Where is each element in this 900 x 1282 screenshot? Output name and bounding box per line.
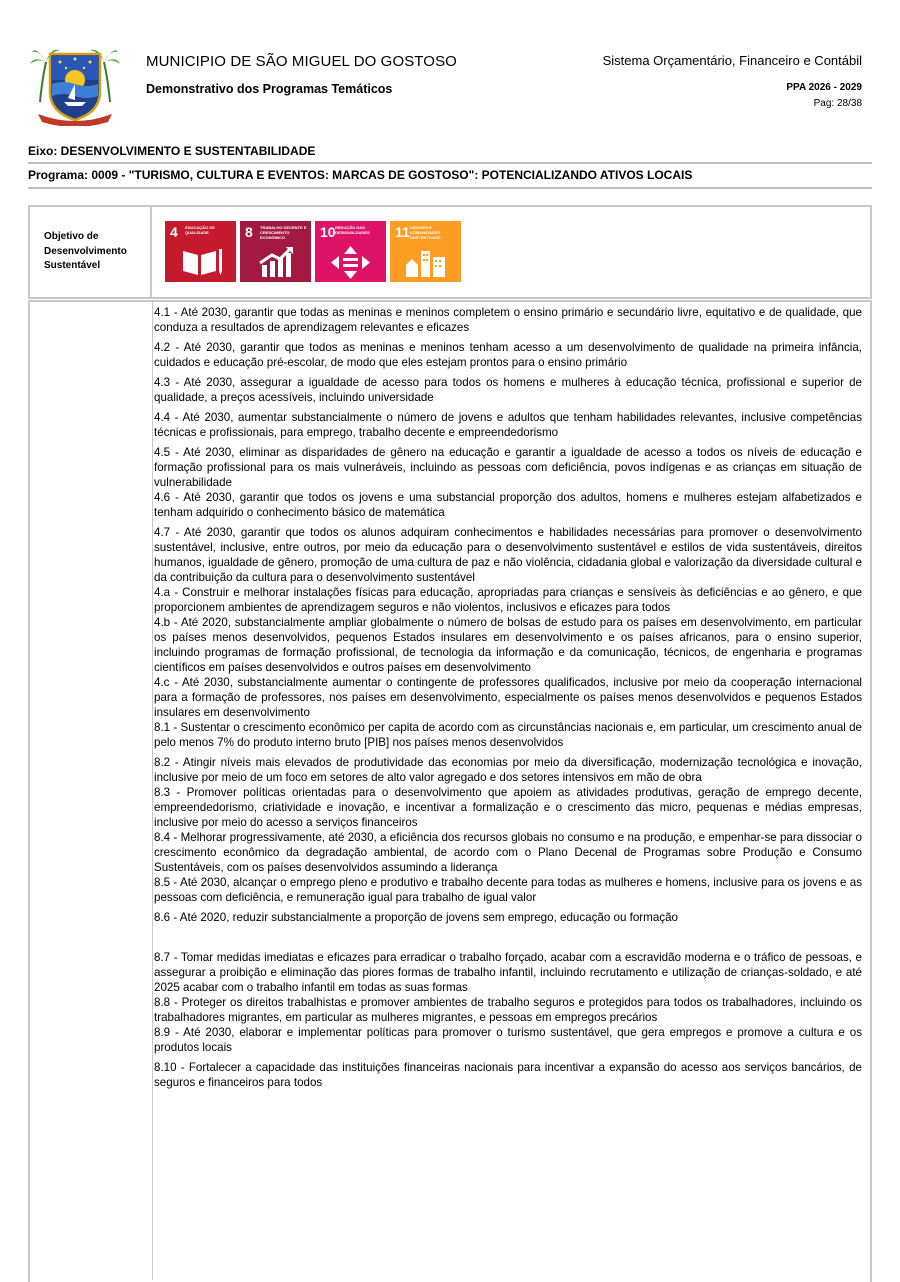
- target-8-8: 8.8 - Proteger os direitos trabalhistas e promover ambientes de trabalho seguros e protegidos para todos os trabalhadores, incluindo os trabalhadores migrantes, em particular as mulheres migrantes, e pessoas em empregos precários: [154, 996, 862, 1024]
- target-8-9: 8.9 - Até 2030, elaborar e implementar políticas para promover o turismo sustentável, que gera empregos e promove a cultura e os produtos locais: [154, 1026, 862, 1054]
- target-4-1: 4.1 - Até 2030, garantir que todas as meninas e meninos completem o ensino primário e secundário livre, equitativo e de qualidade, que conduza a resultados de aprendizagem relevantes e eficazes: [154, 306, 862, 334]
- target-4-6: 4.6 - Até 2030, garantir que todos os jovens e uma substancial proporção dos adultos, homens e mulheres estejam alfabetizados e tenham adquirido o conhecimento básico de matemática: [154, 491, 862, 519]
- sdg-11-icon: [390, 221, 461, 282]
- column-divider: [150, 205, 152, 299]
- municipality-name: MUNICIPIO DE SÃO MIGUEL DO GOSTOSO: [146, 53, 457, 70]
- divider: [28, 187, 872, 189]
- sdg-label: REDUÇÃO DAS DESIGUALDADES: [335, 225, 370, 235]
- target-8-6: 8.6 - Até 2020, reduzir substancialmente a proporção de jovens sem emprego, educação ou formação: [154, 911, 678, 924]
- target-8-2: 8.2 - Atingir níveis mais elevados de produtividade das economias por meio da diversificação, modernização tecnológica e inovação, inclusive por meio de um foco em setores de alto valor agregado e dos setores intensivos em mão de obra: [154, 756, 862, 784]
- sdg-label: TRABALHO DECENTE E CRESCIMENTO ECONÔMICO: [260, 225, 307, 240]
- report-title: Demonstrativo dos Programas Temáticos: [146, 82, 393, 96]
- target-8-4: 8.4 - Melhorar progressivamente, até 2030, a eficiência dos recursos globais no consumo e na produção, e empenhar-se para dissociar o crescimento econômico da degradação ambiental, de acordo com o Plano Decenal de Programas sobre Produção e Consumo Sustentáveis, com os países desenvolvidos assumindo a liderança: [154, 831, 862, 874]
- sdg-icon-row: [165, 221, 461, 282]
- target-4-7: 4.7 - Até 2030, garantir que todos os alunos adquiram conhecimentos e habilidades necessárias para promover o desenvolvimento sustentável, inclusive, entre outros, por meio da educação para o desenvolvimento sustentável e estilos de vida sustentáveis, direitos humanos, igualdade de gênero, promoção de uma cultura de paz e não violência, cidadania global e valorização da diversidade cultural e da contribuição da cultura para o desenvolvimento sustentável: [154, 526, 862, 584]
- target-4-c: 4.c - Até 2030, substancialmente aumentar o contingente de professores qualificados, inclusive por meio da cooperação internacional para a formação de professores, nos países em desenvolvimento, especialmente os países menos desenvolvidos e pequenos Estados insulares em desenvolvimento: [154, 676, 862, 719]
- target-4-2: 4.2 - Até 2030, garantir que todos as meninas e meninos tenham acesso a um desenvolvimento de qualidade na primeira infância, cuidados e educação pré-escolar, de modo que eles estejam prontos para o ensino primário: [154, 341, 862, 369]
- sdg-10-icon: [315, 221, 386, 282]
- sdg-targets-list: [154, 305, 862, 1090]
- ppa-period: PPA 2026 - 2029: [786, 82, 862, 93]
- divider: [28, 162, 872, 164]
- target-4-4: 4.4 - Até 2030, aumentar substancialmente o número de jovens e adultos que tenham habilidades relevantes, inclusive competências técnicas e profissionais, para emprego, trabalho decente e empreendedorismo: [154, 411, 862, 439]
- programa-heading: Programa: 0009 - "TURISMO, CULTURA E EVENTOS: MARCAS DE GOSTOSO": POTENCIALIZANDO ATIVOS LOCAIS: [28, 168, 693, 182]
- target-8-7: 8.7 - Tomar medidas imediatas e eficazes para erradicar o trabalho forçado, acabar com a escravidão moderna e o tráfico de pessoas, e assegurar a proibição e eliminação das piores formas de trabalho infantil, incluindo recrutamento e utilização de crianças-soldado, e até 2025 acabar com o trabalho infantil em todas as suas formas: [154, 951, 862, 994]
- sdg-label: CIDADES E COMUNIDADES SUSTENTÁVEIS: [410, 225, 441, 240]
- target-4-3: 4.3 - Até 2030, assegurar a igualdade de acesso para todos os homens e mulheres à educação técnica, profissional e superior de qualidade, a preços acessíveis, incluindo universidade: [154, 376, 862, 404]
- eixo-heading: Eixo: DESENVOLVIMENTO E SUSTENTABILIDADE: [28, 144, 316, 158]
- sdg-number: 4: [170, 224, 178, 240]
- sdg-number: 11: [395, 224, 410, 240]
- system-name: Sistema Orçamentário, Financeiro e Contábil: [602, 53, 862, 68]
- column-divider: [152, 300, 153, 1280]
- growth-chart-icon: [240, 243, 311, 282]
- target-8-3: 8.3 - Promover políticas orientadas para o desenvolvimento que apoiem as atividades produtivas, geração de emprego decente, empreendedorismo, criatividade e inovação, e incentivar a formalização e o crescimento das micro, pequenas e médias empresas, inclusive por meio do acesso a serviços financeiros: [154, 786, 862, 829]
- sdg-label: EDUCAÇÃO DE QUALIDADE: [185, 225, 215, 235]
- target-4-b: 4.b - Até 2020, substancialmente ampliar globalmente o número de bolsas de estudo para os países em desenvolvimento, em particular os países menos desenvolvidos, pequenos Estados insulares em desenvolvimento e os países africanos, para o ensino superior, incluindo programas de formação profissional, de tecnologia da informação e da comunicação, técnicos, de engenharia e programas científicos em países desenvolvidos e outros países em desenvolvimento: [154, 616, 862, 674]
- city-buildings-icon: [390, 243, 461, 282]
- sdg-number: 8: [245, 224, 253, 240]
- page-number: Pag: 28/38: [813, 98, 862, 109]
- sdg-8-icon: [240, 221, 311, 282]
- book-pencil-icon: [165, 243, 236, 282]
- sdg-4-icon: [165, 221, 236, 282]
- municipal-coat-of-arms-logo: [28, 40, 122, 126]
- target-4-a: 4.a - Construir e melhorar instalações físicas para educação, apropriadas para crianças e sensíveis às deficiências e ao gênero, e que proporcionem ambientes de aprendizagem seguros e não violentos, inclusivos e eficazes para todos: [154, 586, 862, 614]
- equality-arrows-icon: [315, 243, 386, 282]
- sdg-number: 10: [320, 224, 336, 240]
- objective-label: Objetivo de Desenvolvimento Sustentável: [44, 231, 127, 271]
- target-8-1: 8.1 - Sustentar o crescimento econômico per capita de acordo com as circunstâncias nacionais e, em particular, um crescimento anual de pelo menos 7% do produto interno bruto [PIB] nos países menos desenvolvidos: [154, 721, 862, 749]
- target-8-10: 8.10 - Fortalecer a capacidade das instituições financeiras nacionais para incentivar a expansão do acesso aos serviços bancários, de seguros e financeiros para todos: [154, 1061, 862, 1089]
- target-4-5: 4.5 - Até 2030, eliminar as disparidades de gênero na educação e garantir a igualdade de acesso a todos os níveis de educação e formação profissional para os mais vulneráveis, incluindo as pessoas com deficiência, povos indígenas e as crianças em situação de vulnerabilidade: [154, 446, 862, 489]
- target-8-5: 8.5 - Até 2030, alcançar o emprego pleno e produtivo e trabalho decente para todas as mulheres e homens, inclusive para os jovens e as pessoas com deficiência, e remuneração igual para trabalho de igual valor: [154, 876, 862, 904]
